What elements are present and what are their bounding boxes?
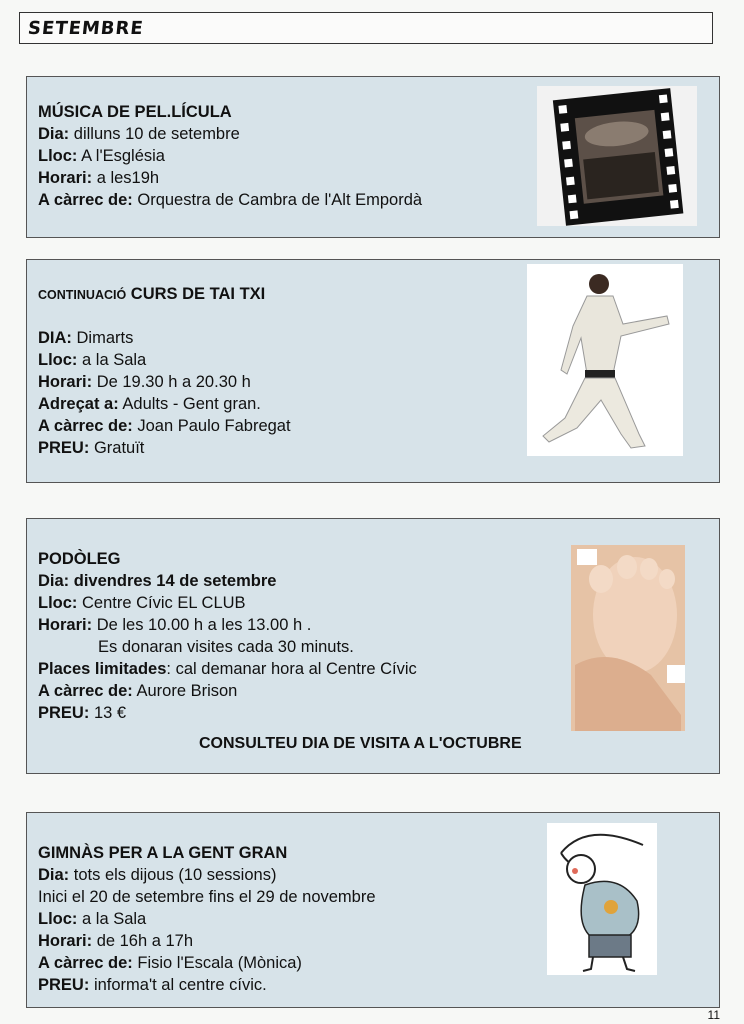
tai-chi-figure-image xyxy=(527,264,683,456)
event-row: Lloc: a la Sala xyxy=(38,910,147,928)
event-row: PREU: informa't al centre cívic. xyxy=(38,976,267,994)
event-row: Adreçat a: Adults - Gent gran. xyxy=(38,395,261,413)
film-strip-image xyxy=(537,86,697,226)
event-row: PREU: Gratuït xyxy=(38,439,145,457)
month-title: SETEMBRE xyxy=(26,18,145,39)
event-row: A càrrec de: Aurore Brison xyxy=(38,682,238,700)
exercising-person-illustration xyxy=(547,823,657,975)
month-header xyxy=(19,12,713,44)
event-row: Lloc: A l'Església xyxy=(38,147,165,165)
event-row: Es donaran visites cada 30 minuts. xyxy=(98,638,354,656)
event-row: Horari: de 16h a 17h xyxy=(38,932,194,950)
visit-note: CONSULTEU DIA DE VISITA A L'OCTUBRE xyxy=(199,735,522,752)
event-row: Horari: a les19h xyxy=(38,169,160,187)
event-card-taichi xyxy=(26,259,720,483)
event-row: DIA: Dimarts xyxy=(38,329,134,347)
event-row: A càrrec de: Fisio l'Escala (Mònica) xyxy=(38,954,302,972)
page-number: 11 xyxy=(707,1008,720,1022)
event-row: A càrrec de: Orquestra de Cambra de l'Alt Empordà xyxy=(38,191,423,209)
event-row: Places limitades: cal demanar hora al Centre Cívic xyxy=(38,660,417,678)
event-row: Lloc: Centre Cívic EL CLUB xyxy=(38,594,246,612)
event-title: PODÒLEG xyxy=(38,550,121,568)
event-title: GIMNÀS PER A LA GENT GRAN xyxy=(38,844,288,862)
event-row: A càrrec de: Joan Paulo Fabregat xyxy=(38,417,291,435)
event-title: MÚSICA DE PEL.LÍCULA xyxy=(38,103,232,121)
event-row: Dia: tots els dijous (10 sessions) xyxy=(38,866,277,884)
event-card-gym xyxy=(26,812,720,1008)
event-card-podiatry xyxy=(26,518,720,774)
event-row: Lloc: a la Sala xyxy=(38,351,147,369)
event-row: PREU: 13 € xyxy=(38,704,127,722)
event-card-music xyxy=(26,76,720,238)
event-title-prefix: CONTINUACIÓ xyxy=(38,288,127,302)
event-row: Dia: dilluns 10 de setembre xyxy=(38,125,240,143)
event-row: Inici el 20 de setembre fins el 29 de novembre xyxy=(38,888,376,906)
event-title: CURS DE TAI TXI xyxy=(130,285,266,303)
foot-massage-image xyxy=(571,545,685,731)
event-row: Horari: De 19.30 h a 20.30 h xyxy=(38,373,251,391)
event-row: Dia: divendres 14 de setembre xyxy=(38,572,277,590)
event-row: Horari: De les 10.00 h a les 13.00 h . xyxy=(38,616,312,634)
